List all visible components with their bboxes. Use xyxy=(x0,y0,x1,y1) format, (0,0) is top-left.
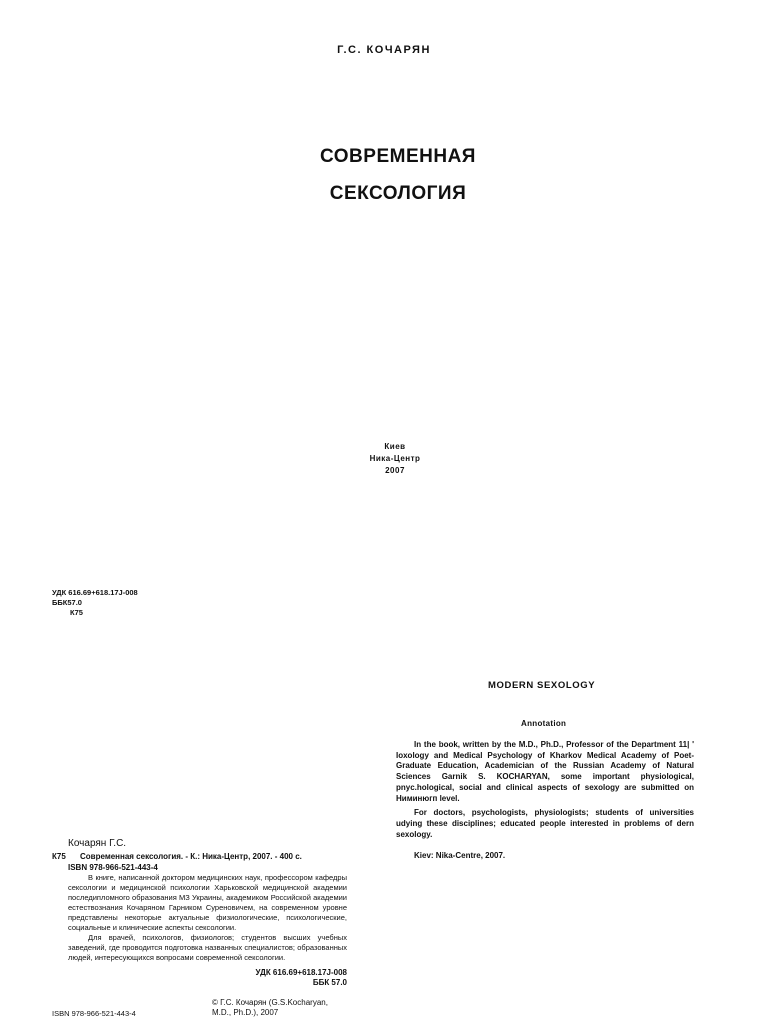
catalog-codes xyxy=(68,968,347,988)
book-author: Г.С. КОЧАРЯН xyxy=(337,44,431,56)
catalog-author: Кочарян Г.С. xyxy=(68,838,127,849)
copyright-line-1: © Г.С. Кочарян (G.S.Kocharyan, xyxy=(212,998,328,1007)
description-paragraph: Для врачей, психологов, физиологов; студентов высших учебных заведений, где проводится подготовка названных специалистов; образованных людей, интересующихся вопросами современной сексологии. xyxy=(68,933,347,962)
book-title-line-1: СОВРЕМЕННАЯ xyxy=(320,146,476,167)
catalog-isbn: ISBN 978-966-521-443-4 xyxy=(68,863,158,872)
imprint xyxy=(0,441,768,477)
bbk-code: ББК57.0 xyxy=(52,598,82,607)
english-annotation xyxy=(396,740,694,840)
annotation-heading: Annotation xyxy=(521,719,567,728)
catalog-author-mark: К75 xyxy=(52,852,66,861)
english-imprint: Kiev: Nika-Centre, 2007. xyxy=(414,851,506,860)
catalog-book-description: Современная сексология. - К.: Ника-Центр, 2007. - 400 с. xyxy=(80,852,302,861)
author-mark: К75 xyxy=(70,608,83,617)
imprint-city: Киев xyxy=(384,442,406,451)
catalog-description xyxy=(68,873,347,963)
catalog-bbk: ББК 57.0 xyxy=(312,978,347,987)
catalog-book-line xyxy=(52,852,302,861)
annotation-paragraph: In the book, written by the M.D., Ph.D., Professor of the Department 11| ' Ioxology and Medical Psychology of Kharkov Medical Academy of Poet-Graduate Education, Academician of the Russian Academy of Natural Sciences Garnik S. KOCHARYAN, some important physiological, pnyc.hological, social and clinical aspects of sexology are submitted on Ниминюгп level. xyxy=(396,740,694,803)
copyright-line-2: M.D., Ph.D.), 2007 xyxy=(212,1008,279,1017)
udk-code: УДК 616.69+618.17J-008 xyxy=(52,588,138,597)
book-title-line-2: СЕКСОЛОГИЯ xyxy=(329,183,467,204)
catalog-udk: УДК 616.69+618.17J-008 xyxy=(255,968,347,977)
description-paragraph: В книге, написанной доктором медицинских наук, профессором кафедры сексологии и медицинской психологии Харьковской медицинской академии последипломного образования МЗ Украины, академиком Российской академии естествознания Кочаряном Гарником Суреновичем, на современном уровне представлены некоторые актуальные физиологические, психологические, социальные и клинические аспекты сексологии. xyxy=(68,873,347,932)
footer-isbn: ISBN 978-966-521-443-4 xyxy=(52,1009,136,1018)
english-title: MODERN SEXOLOGY xyxy=(488,680,596,691)
copyright xyxy=(212,998,328,1018)
imprint-year: 2007 xyxy=(385,466,405,475)
classification-codes xyxy=(52,588,138,618)
annotation-paragraph: For doctors, psychologists, physiologists; students of universities udying these disciplines; educated people interested in problems of dern sexology. xyxy=(396,808,694,839)
imprint-publisher: Ника-Центр xyxy=(369,454,421,463)
